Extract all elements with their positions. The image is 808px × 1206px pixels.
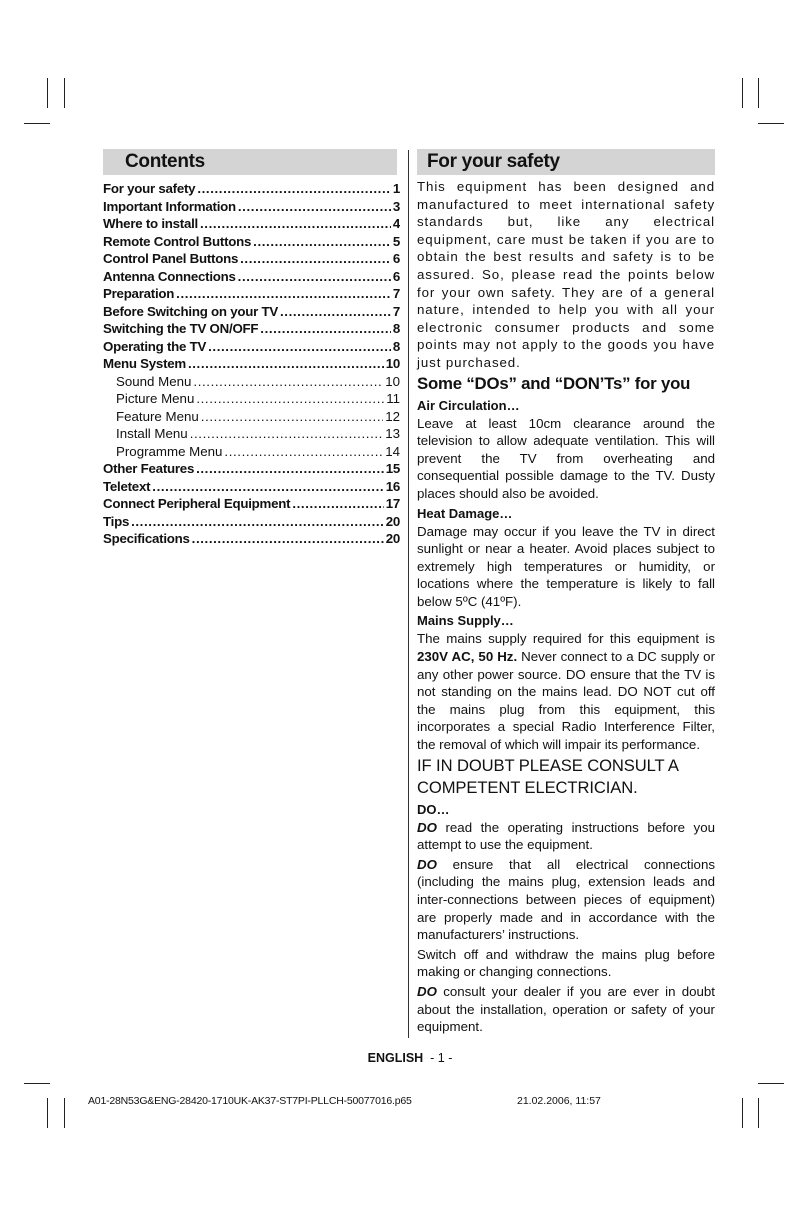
footer-date: 21.02.2006, 11:57 (517, 1095, 601, 1107)
toc-item (103, 303, 400, 321)
toc-page-number: 12 (385, 408, 400, 424)
toc-item (103, 460, 400, 478)
toc-item (103, 425, 400, 443)
do-item (417, 856, 715, 944)
toc-page-number: 7 (392, 303, 400, 319)
toc-page-number: 4 (392, 216, 400, 231)
toc-leader-dots (196, 460, 384, 478)
toc-item (103, 530, 400, 548)
toc-item (103, 478, 400, 496)
toc-leader-dots (240, 250, 391, 268)
mains-supply-text (417, 630, 715, 753)
table-of-contents (103, 180, 400, 548)
heat-damage-label: Heat Damage… (417, 505, 513, 521)
toc-item (103, 198, 400, 216)
crop-mark (758, 1083, 784, 1084)
toc-label: Operating the TV (103, 338, 207, 354)
do-item-text: read the operating instructions before you attempt to use the equipment. (417, 819, 715, 853)
toc-label: Programme Menu (116, 443, 223, 459)
toc-item (103, 355, 400, 373)
toc-item (103, 390, 400, 408)
toc-leader-dots (201, 408, 383, 426)
toc-item (103, 495, 400, 513)
toc-label: Important Information (103, 198, 236, 214)
do-item (417, 819, 715, 854)
toc-label: Picture Menu (116, 391, 195, 406)
toc-label: Preparation (103, 286, 175, 301)
toc-page-number: 8 (392, 338, 400, 354)
toc-label: Feature Menu (116, 408, 199, 424)
toc-leader-dots (196, 390, 384, 408)
mains-text-end: Never connect to a DC supply or any other power source. DO ensure that the TV is not standing on the mains lead. DO NOT cut off the mains plug from this equipment, this incorporates a special Radio Interference Filter, the removal of which will impair its performance. (417, 649, 715, 753)
doubt-warning: IF IN DOUBT PLEASE CONSULT A COMPETENT ELECTRICIAN. (417, 755, 678, 797)
toc-leader-dots (253, 233, 391, 251)
crop-mark (24, 123, 50, 124)
contents-heading: Contents (103, 149, 397, 175)
mains-supply-label: Mains Supply… (417, 613, 514, 629)
crop-mark (758, 1098, 759, 1128)
toc-page-number: 3 (392, 198, 400, 214)
toc-label: Switching the TV ON/OFF (103, 321, 259, 336)
crop-mark (758, 123, 784, 124)
toc-page-number: 17 (385, 496, 400, 511)
toc-label: Antenna Connections (103, 268, 236, 284)
toc-label: Other Features (103, 461, 195, 476)
toc-leader-dots (131, 513, 384, 531)
toc-item (103, 373, 400, 391)
toc-label: Control Panel Buttons (103, 251, 239, 266)
toc-page-number: 11 (386, 391, 400, 406)
toc-label: Connect Peripheral Equipment (103, 496, 291, 511)
toc-leader-dots (208, 338, 391, 356)
toc-leader-dots (224, 443, 383, 461)
toc-page-number: 14 (385, 443, 400, 459)
footer-language: ENGLISH (367, 1051, 424, 1065)
toc-leader-dots (197, 180, 391, 198)
toc-leader-dots (152, 478, 383, 496)
do-label: DO… (417, 801, 450, 817)
air-circulation-text: Leave at least 10cm clearance around the television to allow adequate ventilation. This will prevent the TV from overheating and consequential possible damage to the TV. Dusty places should also be avoided. (417, 415, 715, 501)
toc-item (103, 338, 400, 356)
toc-item (103, 443, 400, 461)
toc-label: Tips (103, 513, 130, 529)
toc-page-number: 13 (385, 426, 400, 441)
toc-item (103, 233, 400, 251)
toc-leader-dots (190, 425, 384, 443)
switch-off-text: Switch off and withdraw the mains plug before making or changing connections. (417, 946, 715, 980)
mains-voltage: 230V AC, 50 Hz. (417, 649, 518, 665)
do-item-text: ensure that all electrical connections (including the mains plug, extension leads and inter-connections between pieces of equipment) are properly made and in accordance with the manufacturers’ instructions. (417, 856, 715, 943)
safety-section (417, 178, 715, 1036)
crop-mark (47, 1098, 48, 1128)
crop-mark (47, 78, 48, 108)
toc-leader-dots (176, 285, 391, 303)
toc-page-number: 6 (392, 268, 400, 284)
air-circulation-label: Air Circulation… (417, 397, 520, 413)
toc-page-number: 20 (385, 513, 400, 529)
toc-leader-dots (193, 373, 383, 391)
toc-label: Where to install (103, 216, 198, 231)
crop-mark (64, 1098, 65, 1128)
dos-donts-heading: Some “DOs” and “DON’Ts” for you (417, 373, 691, 393)
toc-leader-dots (200, 215, 391, 233)
toc-label: For your safety (103, 181, 196, 196)
do-word: DO (417, 856, 437, 872)
crop-mark (742, 1098, 743, 1128)
toc-page-number: 10 (385, 356, 400, 371)
footer-filename: A01-28N53G&ENG-28420-1710UK-AK37-ST7PI-PLLCH-50077016.p65 (88, 1095, 412, 1107)
toc-page-number: 10 (385, 373, 400, 389)
toc-page-number: 8 (392, 321, 400, 336)
toc-item (103, 285, 400, 303)
toc-item (103, 215, 400, 233)
toc-leader-dots (238, 268, 391, 286)
heat-damage-text: Damage may occur if you leave the TV in direct sunlight or near a heater. Avoid places subject to extremely high temperatures or humidity, or locations where the temperature is likely to fall below 5ºC (41ºF). (417, 523, 715, 609)
toc-label: Sound Menu (116, 373, 192, 389)
toc-item (103, 408, 400, 426)
toc-leader-dots (260, 320, 391, 338)
page-footer (340, 1051, 480, 1065)
column-divider (408, 150, 409, 1038)
toc-leader-dots (280, 303, 391, 321)
toc-label: Install Menu (116, 426, 188, 441)
toc-item (103, 320, 400, 338)
do-word: DO (417, 819, 437, 835)
toc-page-number: 16 (385, 478, 400, 494)
toc-label: Teletext (103, 478, 151, 494)
toc-page-number: 1 (392, 181, 400, 196)
do-item-text: consult your dealer if you are ever in doubt about the installation, operation or safety of your equipment. (417, 983, 715, 1035)
toc-label: Before Switching on your TV (103, 303, 278, 319)
toc-leader-dots (292, 495, 383, 513)
mains-text-start: The mains supply required for this equipment is (417, 631, 715, 647)
toc-page-number: 6 (392, 251, 400, 266)
toc-leader-dots (192, 530, 384, 548)
do-item (417, 983, 715, 1036)
toc-page-number: 15 (385, 461, 400, 476)
toc-leader-dots (238, 198, 391, 216)
crop-mark (742, 78, 743, 108)
crop-mark (24, 1083, 50, 1084)
toc-item (103, 268, 400, 286)
toc-page-number: 5 (392, 233, 400, 249)
toc-label: Specifications (103, 531, 190, 546)
toc-item (103, 513, 400, 531)
toc-leader-dots (188, 355, 384, 373)
toc-label: Remote Control Buttons (103, 233, 252, 249)
safety-intro: This equipment has been designed and manufactured to meet international safety standards but, like any electrical equipment, care must be taken if you are to obtain the best results and safety is to be assured. So, please read the points below for your own safety. They are of a general nature, intended to help you with all your electronic consumer products and some points may not apply to the goods you have just purchased. (417, 179, 715, 370)
toc-item (103, 250, 400, 268)
toc-label: Menu System (103, 356, 186, 371)
crop-mark (64, 78, 65, 108)
crop-mark (758, 78, 759, 108)
toc-page-number: 7 (392, 286, 400, 301)
safety-heading: For your safety (417, 149, 715, 175)
page-number: - 1 - (430, 1051, 453, 1065)
toc-item (103, 180, 400, 198)
toc-page-number: 20 (385, 531, 400, 546)
do-word: DO (417, 983, 437, 999)
